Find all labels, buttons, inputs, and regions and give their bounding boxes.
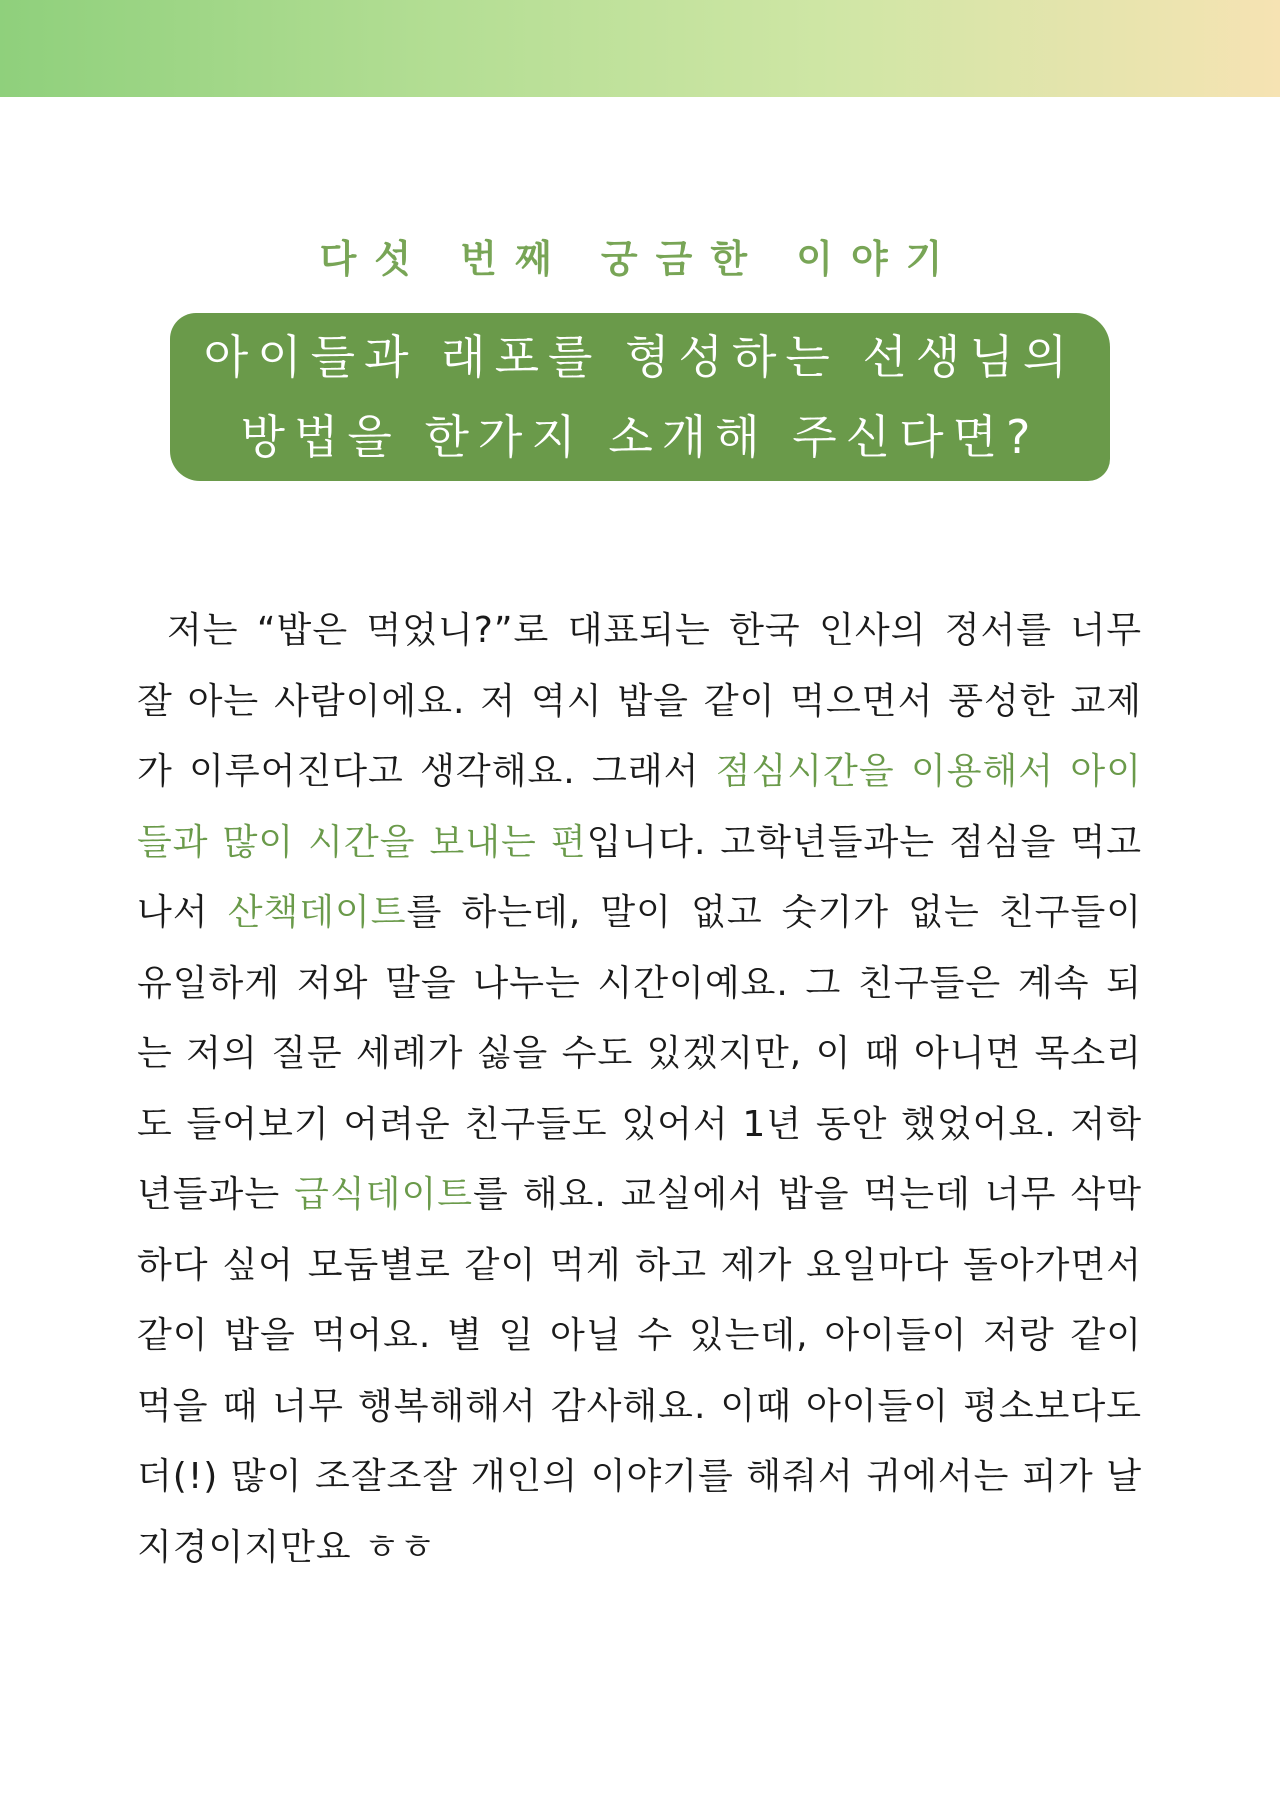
answer-text-4: 를 해요. 교실에서 밥을 먹는데 너무 삭막하다 싶어 모둠별로 같이 먹게 하고 제가 요일마다 돌아가면서 같이 밥을 먹어요. 별 일 아닐 수 있는데, 아이들이 저랑 같이 먹을 때 너무 행복해해서 감사해요. 이때 아이들이 평소보다도 더(!) 많이 조잘조잘 개인의 이야기를 해줘서 귀에서는 피가 날 지경이지만요 ㅎㅎ: [137, 1174, 1142, 1568]
section-subtitle: 다섯 번째 궁금한 이야기: [319, 237, 961, 281]
top-gradient-band: [0, 0, 1280, 97]
answer-text-2: 입니다. 고학년들과는 점심을 먹고 나서: [137, 821, 1142, 933]
highlight-meal-date: 급식데이트: [294, 1174, 474, 1215]
answer-text-3: 를 하는데, 말이 없고 숫기가 없는 친구들이 유일하게 저와 말을 나누는 시간이예요. 그 친구들은 계속 되는 저의 질문 세례가 싫을 수도 있겠지만, 이 때 아니면 목소리도 들어보기 어려운 친구들도 있어서 1년 동안 했었어요. 저학년들과는: [137, 892, 1142, 1215]
answer-paragraph: [137, 596, 1142, 1583]
answer-text-1: 저는 “밥은 먹었니?”로 대표되는 한국 인사의 정서를 너무 잘 아는 사람이에요. 저 역시 밥을 같이 먹으면서 풍성한 교제가 이루어진다고 생각해요. 그래서: [137, 610, 1142, 792]
question-line-1: 아이들과 래포를 형성하는 선생님의: [203, 330, 1077, 384]
highlight-walk-date: 산책데이트: [227, 892, 407, 933]
question-box: [170, 313, 1110, 481]
highlight-lunch-time: 점심시간을 이용해서 아이들과 많이 시간을 보내는 편: [137, 751, 1142, 863]
question-line-2: 방법을 한가지 소개해 주신다면?: [240, 410, 1040, 464]
